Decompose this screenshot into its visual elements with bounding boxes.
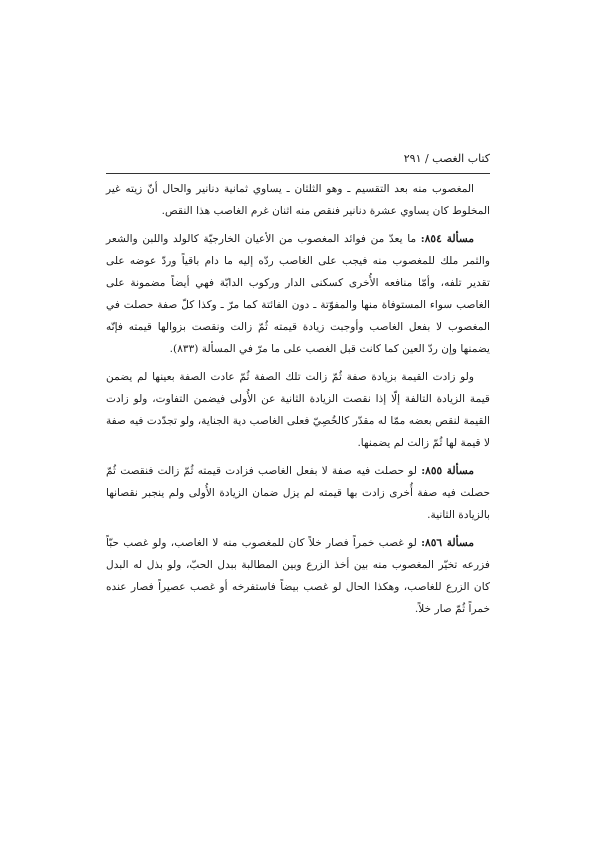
running-header: كتاب الغصب / ٢٩١ bbox=[403, 152, 490, 165]
paragraph-text: لو غصب خمراً فصار خلاً كان للمغصوب منه لا الغاصب، ولو غصب حبّاً فزرعه تخيّر المغصوب منه بين أخذ الزرع وبين المطالبة ببدل الحبّ، ولو بذل له البدل كان الزرع للغاصب، وهكذا الحال لو غصب بيضاً فاستفرخه أو غصب عصيراً فصار عنده خمراً ثُمّ صار خلاً. bbox=[106, 537, 490, 615]
paragraph-issue-855 bbox=[106, 460, 490, 526]
header-divider bbox=[106, 173, 490, 174]
issue-label-856: مسألة ٨٥٦: bbox=[421, 537, 475, 549]
body-text bbox=[106, 178, 490, 626]
paragraph-continuation bbox=[106, 178, 490, 222]
paragraph-text: لو حصلت فيه صفة لا بفعل الغاصب فزادت قيمته ثُمّ زالت فنقصت ثُمّ حصلت فيه صفة أُخرى زادت بها قيمته لم يزل ضمان الزيادة الأُولى ولم ينجبر نقصانها بالزيادة الثانية. bbox=[106, 465, 490, 521]
paragraph-issue-856 bbox=[106, 532, 490, 620]
paragraph-issue-854 bbox=[106, 228, 490, 360]
paragraph-text: ولو زادت القيمة بزيادة صفة ثُمّ زالت تلك الصفة ثُمّ عادت الصفة بعينها لم يضمن قيمة الزيادة التالفة إلّا إذا نقصت الزيادة الثانية عن الأُولى فيضمن التفاوت، ولو زادت القيمة لنقص بعضه ممّا له مقدّر كالخُصِيّ فعلى الغاصب دية الجناية، ولو تجدّدت فيه صفة لا قيمة لها ثُمّ زالت لم يضمنها. bbox=[106, 371, 490, 449]
paragraph-text: ما يعدّ من فوائد المغصوب من الأعيان الخارجيّة كالولد واللبن والشعر والثمر ملك للمغصوب منه فيجب على الغاصب ردّه إليه ما دام باقياً وردّ عوضه على تقدير تلفه، وأمّا منافعه الأُخرى كسكنى الدار وركوب الدابّة فهي أيضاً مضمونة على الغاصب سواء المستوفاة منها والمفوّتة ـ دون الفائتة كما مرّ ـ وكذا كلّ صفة حصلت في المغصوب لا بفعل الغاصب وأوجبت زيادة قيمته ثُمّ زالت ونقصت بزوالها قيمته فإنّه يضمنها وإن ردّ العين كما كانت قبل الغصب على ما مرّ في المسألة (٨٣٣). bbox=[106, 233, 490, 355]
paragraph-value-increase bbox=[106, 366, 490, 454]
issue-label-854: مسألة ٨٥٤: bbox=[420, 233, 474, 245]
issue-label-855: مسألة ٨٥٥: bbox=[421, 465, 474, 477]
paragraph-text: المغصوب منه بعد التقسيم ـ وهو الثلثان ـ يساوي ثمانية دنانير والحال أنّ زيته غير المخلوط كان يساوي عشرة دنانير فنقص منه اثنان غرم الغاصب هذا النقص. bbox=[106, 183, 490, 217]
